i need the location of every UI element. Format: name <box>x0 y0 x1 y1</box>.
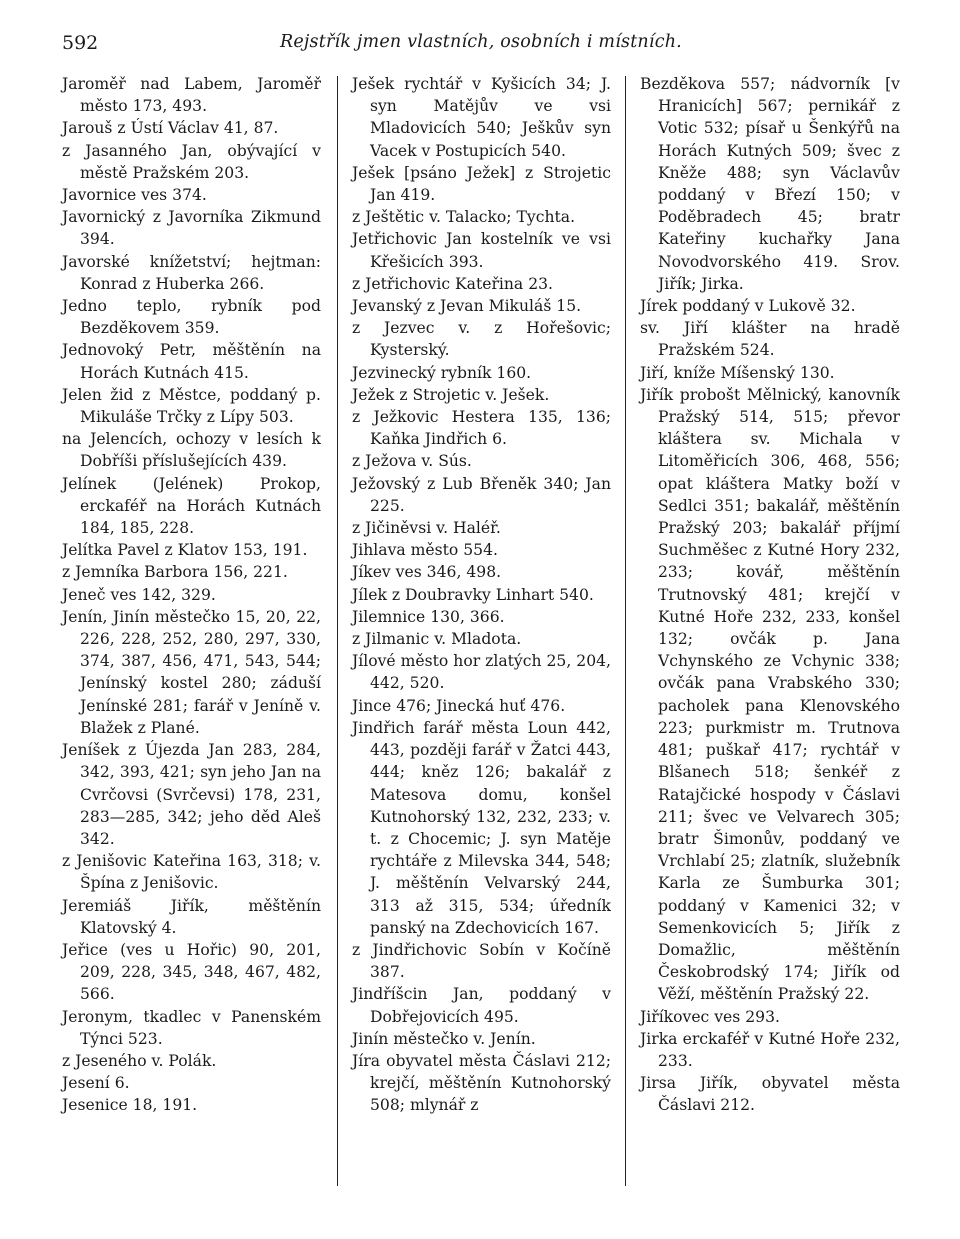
index-entry: Jíra obyvatel města Čáslavi 212; krejčí, měštěnín Kutnohorský 508; mlynář z <box>352 1051 611 1115</box>
running-head: Rejstřík jmen vlastních, osobních i místních. <box>280 32 682 52</box>
index-entry: Jeneč ves 142, 329. <box>62 585 216 604</box>
index-entry: Ježek z Strojetic v. Ješek. <box>352 385 550 404</box>
index-entry: Jednovoký Petr, měštěnín na Horách Kutnách 415. <box>62 341 321 382</box>
index-entry: z Ježova v. Sús. <box>352 452 472 471</box>
index-entry: z Jezvec v. z Hořešovic; Kysterský. <box>352 319 611 360</box>
column-divider <box>625 76 626 1186</box>
index-entry: Jetřichovic Jan kostelník ve vsi Křešicích 393. <box>352 230 611 271</box>
index-entry: Jiříkovec ves 293. <box>640 1007 780 1026</box>
index-entry: Jezvinecký rybník 160. <box>352 363 532 382</box>
index-entry: Ješek rychtář v Kyšicích 34; J. syn Matějův ve vsi Mladovicích 540; Ješkův syn Vacek v Postupicích 540. <box>352 75 611 160</box>
index-entry: Jiří, kníže Míšenský 130. <box>640 363 835 382</box>
index-column-3 <box>640 73 900 1117</box>
index-entry: Ješek [psáno Ježek] z Strojetic Jan 419. <box>352 163 611 205</box>
index-entry: Ježovský z Lub Břeněk 340; Jan 225. <box>352 474 611 515</box>
index-entry: Jirka erckaféř v Kutné Hoře 232, 233. <box>640 1029 900 1070</box>
index-entry: Jelen žid z Městce, poddaný p. Mikuláše Trčky z Lípy 503. <box>62 385 321 427</box>
index-entry: Jílové město hor zlatých 25, 204, 442, 520. <box>352 652 611 693</box>
index-entry: Jihlava město 554. <box>352 541 498 560</box>
index-entry: na Jelencích, ochozy v lesích k Dobříši příslušejících 439. <box>62 430 321 471</box>
index-entry: Jírek poddaný v Lukově 32. <box>640 297 856 316</box>
index-entry: Jedno teplo, rybník pod Bezděkovem 359. <box>62 297 321 338</box>
index-entry: Jindřich farář města Loun 442, 443, později farář v Žatci 443, 444; kněz 126; bakalář z Matesova domu, konšel Kutnohorský 132, 232, 233; v. t. z Chocemic; J. syn Matěje rychtáře z Milevska 344, 548; J. měštěnín Velvarský 244, 313 až 315, 534; úředník panský na Zdechovicích 167. <box>352 718 611 937</box>
index-column-2 <box>352 73 611 1117</box>
index-entry: z Jilmanic v. Mladota. <box>352 630 522 649</box>
index-entry: Jelítka Pavel z Klatov 153, 191. <box>62 541 308 560</box>
index-entry: Jevanský z Jevan Mikuláš 15. <box>352 297 582 316</box>
column-divider <box>337 76 338 1186</box>
index-entry: Jílek z Doubravky Linhart 540. <box>352 585 594 604</box>
index-entry: Jíkev ves 346, 498. <box>352 563 502 582</box>
index-entry: z Jenišovic Kateřina 163, 318; v. Špína z Jenišovic. <box>62 852 321 893</box>
index-entry: Jiřík probošt Mělnický, kanovník Pražský 514, 515; převor kláštera sv. Michala v Litoměřicích 306, 468, 556; opat kláštera Matky boží v Sedlci 351; bakalář, měštěnín Pražský 203; bakalář příjmí Suchměšec z Kutné Hory 232, 233; kovář, měštěnín Trutnovský 481; krejčí v Kutné Hoře 232, 233, konšel 132; ovčák p. Jana Vchynského ze Vchynic 338; ovčák pana Vrabského 330; pacholek pana Klenovského 223; purkmistr m. Trutnova 481; puškař 417; rychtář v Blšanech 518; šenkéř z Ratajčické hospody v Čáslavi 211; švec ve Velvarech 305; bratr Šimonův, poddaný ve Vrchlabí 25; zlatník, služebník Karla ze Šumburka 301; poddaný v Kamenici 32; v Semenkovicích 5; Jiřík z Domažlic, měštěnín Českobrodský 174; Jiřík od Věží, měštěnín Pražský 22. <box>640 385 900 1004</box>
index-entry: Javornice ves 374. <box>62 186 207 205</box>
index-entry: Jarouš z Ústí Václav 41, 87. <box>62 119 279 138</box>
index-entry: z Jemníka Barbora 156, 221. <box>62 563 288 582</box>
index-entry: z Jičiněvsi v. Haléř. <box>352 519 501 538</box>
index-entry: Jeremiáš Jiřík, měštěnín Klatovský 4. <box>62 896 321 937</box>
index-entry: Jeronym, tkadlec v Panenském Týnci 523. <box>62 1007 321 1048</box>
index-entry: Jinín městečko v. Jenín. <box>352 1029 536 1048</box>
index-entry: Javornický z Javorníka Zikmund 394. <box>62 208 321 249</box>
index-entry: Jaroměř nad Labem, Jaroměř město 173, 493. <box>62 75 321 116</box>
index-entry: Jeřice (ves u Hořic) 90, 201, 209, 228, 345, 348, 467, 482, 566. <box>62 940 321 1004</box>
index-entry: Javorské knížetství; hejtman: Konrad z Huberka 266. <box>62 252 321 293</box>
index-entry: sv. Jiří klášter na hradě Pražském 524. <box>640 319 900 360</box>
index-entry: z Ježkovic Hestera 135, 136; Kaňka Jindřich 6. <box>352 408 611 449</box>
index-entry: Jelínek (Jelének) Prokop, erckaféř na Horách Kutnách 184, 185, 228. <box>62 474 321 538</box>
index-entry: Jeníšek z Újezda Jan 283, 284, 342, 393, 421; syn jeho Jan na Cvrčovsi (Svrčevsi) 178, 231, 283—285, 342; jeho děd Aleš 342. <box>62 741 321 848</box>
index-entry: z Jasanného Jan, obývající v městě Pražském 203. <box>62 141 321 182</box>
index-entry: Bezděkova 557; nádvorník [v Hranicích] 567; pernikář z Votic 532; písař u Šenkýřů na Horách Kutných 509; švec z Kněže 488; syn Václavův poddaný v Březí 150; v Poděbradech 45; bratr Kateřiny kuchařky Jana Novodvorského 419. Srov. Jiřík; Jirka. <box>640 75 900 293</box>
index-entry: Jince 476; Jinecká huť 476. <box>352 696 566 715</box>
index-entry: z Jeseného v. Polák. <box>62 1051 217 1070</box>
page-number: 592 <box>62 32 99 54</box>
index-column-1 <box>62 73 321 1117</box>
index-entry: z Jindřichovic Sobín v Kočíně 387. <box>352 940 611 982</box>
index-entry: Jesenice 18, 191. <box>62 1096 198 1115</box>
index-entry: z Ještětic v. Talacko; Tychta. <box>352 208 576 227</box>
index-entry: Jindříšcin Jan, poddaný v Dobřejovicích 495. <box>352 985 611 1026</box>
index-entry: Jirsa Jiřík, obyvatel města Čáslavi 212. <box>640 1074 900 1115</box>
index-entry: z Jetřichovic Kateřina 23. <box>352 274 553 293</box>
index-entry: Jenín, Jinín městečko 15, 20, 22, 226, 228, 252, 280, 297, 330, 374, 387, 456, 471, 543, 544; Jenínský kostel 280; záduší Jenínské 281; farář v Jeníně v. Blažek z Plané. <box>62 607 321 737</box>
index-entry: Jilemnice 130, 366. <box>352 607 505 626</box>
index-entry: Jesení 6. <box>62 1074 130 1093</box>
